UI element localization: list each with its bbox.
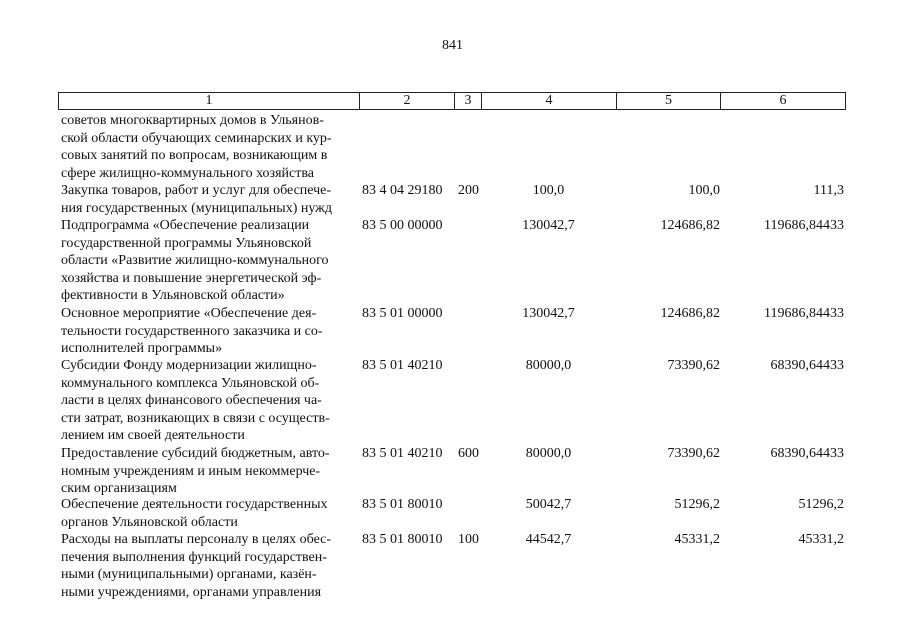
row-value-col4: 100,0 [532,183,565,198]
row-value-col5: 51296,2 [674,497,720,512]
row-code: 83 5 01 80010 [362,497,443,512]
header-col-4: 4 [482,93,617,109]
row-value-col4: 80000,0 [525,358,572,373]
row-description: Расходы на выплаты персоналу в целях обес- печения выполнения функций государствен- ными (муниципальными) органами, казён- ными учреждениями, органами управления [61,532,332,600]
row-value-col4: 130042,7 [522,218,575,233]
row-description: Предоставление субсидий бюджетным, авто- номным учреждениям и иным некоммерче- ским организациям [61,446,330,496]
row-value-col6: 68390,64433 [770,446,844,461]
row-value-col6: 68390,64433 [770,358,844,373]
row-value-col5: 73390,62 [667,446,720,461]
page-number: 841 [442,38,463,53]
header-col-5: 5 [617,93,721,109]
row-code: 83 5 01 80010 [362,532,443,547]
row-description: Субсидии Фонду модернизации жилищно- коммунального комплекса Ульяновской об- ласти в целях финансового обеспечения ча- сти затрат, возникающих в связи с осуществ- лением им своей деятельности [61,358,330,443]
header-col-2: 2 [360,93,455,109]
row-value-col4: 44542,7 [525,532,572,547]
row-value-col5: 124686,82 [660,306,720,321]
row-value-col4: 50042,7 [525,497,572,512]
row-value-col4: 80000,0 [525,446,572,461]
header-col-6: 6 [779,93,787,108]
row-code: 83 5 00 00000 [362,218,443,233]
row-value-col6: 119686,84433 [764,218,844,233]
row-value-col6: 51296,2 [798,497,844,512]
row-value-col6: 119686,84433 [764,306,844,321]
header-col-3: 3 [455,93,482,109]
row-code: 83 5 01 40210 [362,446,443,461]
row-value-col6: 111,3 [813,183,844,198]
row-value-col4: 130042,7 [522,306,575,321]
header-col-1: 1 [59,93,360,109]
row-description: Закупка товаров, работ и услуг для обеспече- ния государственных (муниципальных) нужд [61,183,332,216]
row-description: Подпрограмма «Обеспечение реализации государственной программы Ульяновской области «Развитие жилищно-коммунального хозяйства и повышение энергетической эф- фективности в Ульяновской области» [61,218,329,303]
row-description: Обеспечение деятельности государственных органов Ульяновской области [61,497,328,530]
row-code: 83 5 01 00000 [362,306,443,321]
row-expense-type: 100 [458,532,479,547]
row-value-col5: 124686,82 [660,218,720,233]
row-value-col5: 73390,62 [667,358,720,373]
budget-table [58,92,846,600]
row-description: Основное мероприятие «Обеспечение дея- тельности государственного заказчика и со- исполнителей программы» [61,306,323,356]
row-code: 83 5 01 40210 [362,358,443,373]
row-expense-type: 600 [458,446,479,461]
row-code: 83 4 04 29180 [362,183,443,198]
row-value-col6: 45331,2 [798,532,844,547]
row-description: советов многоквартирных домов в Ульянов- ской области обучающих семинарских и кур- совых занятий по вопросам, возникающим в сфере жилищно-коммунального хозяйства [61,113,332,181]
table-header [58,92,846,110]
row-value-col5: 100,0 [688,183,720,198]
row-expense-type: 200 [458,183,479,198]
row-value-col5: 45331,2 [674,532,720,547]
